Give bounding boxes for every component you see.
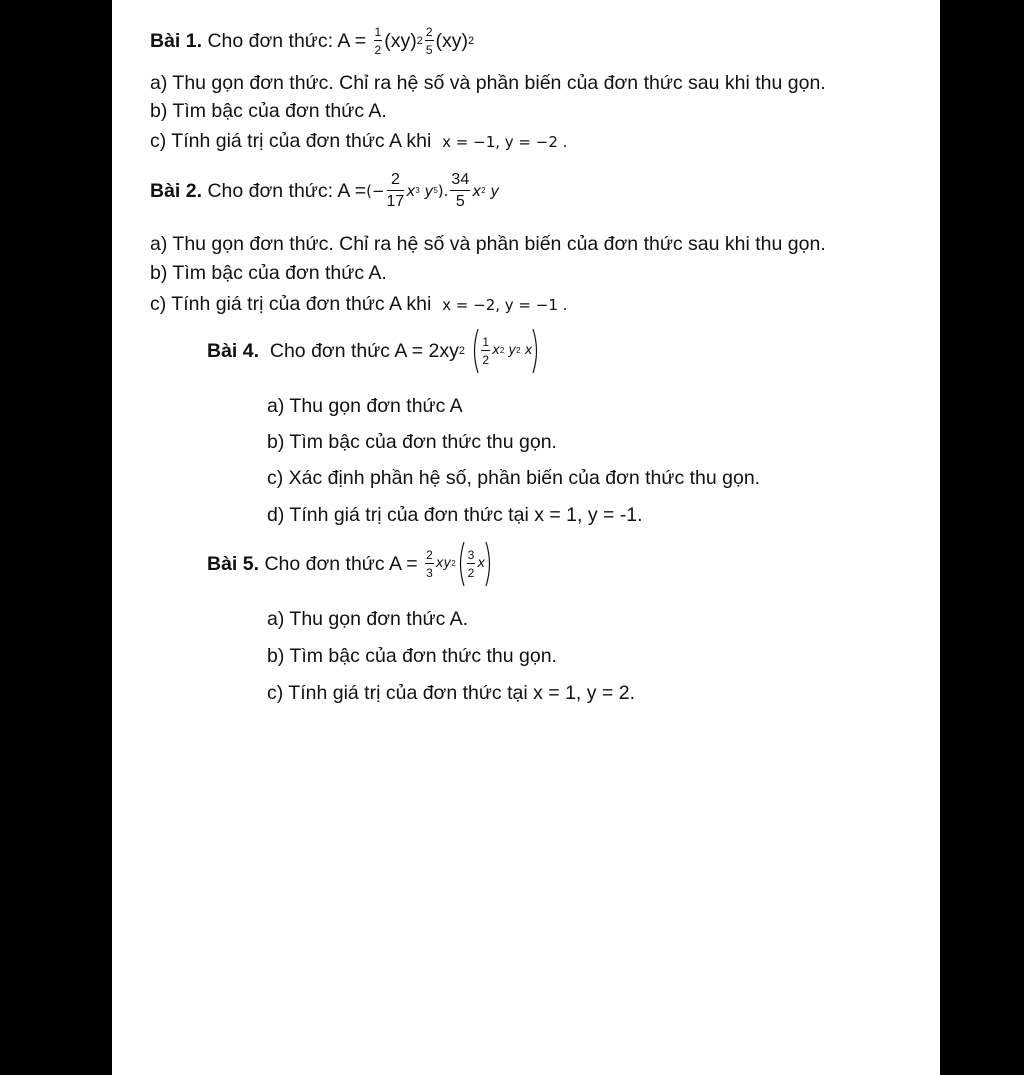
bai2-item-c: c) Tính giá trị của đơn thức A khi x = −2, y = −1 . <box>150 293 568 315</box>
bai1-item-c: c) Tính giá trị của đơn thức A khi x = −1, y = −2 . <box>150 130 568 152</box>
document-page <box>112 0 940 1075</box>
bai1-fraction-2: $\frac{2}{5}$ <box>425 25 433 57</box>
bai5-item-a: a) Thu gọn đơn thức A. <box>267 608 469 630</box>
bai1-xy-1: (xy) <box>384 30 417 52</box>
bai2-open: (− <box>366 182 385 200</box>
left-paren-icon <box>470 328 479 374</box>
bai5-heading: Bài 5. Cho đơn thức A = $\frac{2}{3}$ xy 2 $\frac{3}{2}$ x <box>207 541 494 587</box>
bai4-item-a: a) Thu gọn đơn thức A <box>267 395 463 417</box>
bai2-item-a: a) Thu gọn đơn thức. Chỉ ra hệ số và phần biến của đơn thức sau khi thu gọn. <box>150 233 826 255</box>
bai1-item-a: a) Thu gọn đơn thức. Chỉ ra hệ số và phần biến của đơn thức sau khi thu gọn. <box>150 72 826 94</box>
bai4-heading: Bài 4. Cho đơn thức A = 2xy 2 $\frac{1}{2}$ x 2 y 2 x <box>207 328 541 374</box>
bai1-heading: Bài 1. Cho đơn thức: A = $\frac{1}{2}$ (xy) 2 $\frac{2}{5}$ (xy) 2 <box>150 25 475 57</box>
bai5-fraction-2: $\frac{3}{2}$ <box>467 548 475 580</box>
right-paren-icon <box>485 541 494 587</box>
bai2-condition: x = −2, y = −1 . <box>442 296 568 314</box>
bai4-label: Bài 4. <box>207 340 260 362</box>
bai4-item-d: d) Tính giá trị của đơn thức tại x = 1, y = -1. <box>267 504 643 526</box>
bai4-intro: Cho đơn thức A = 2xy <box>269 340 459 362</box>
bai1-xy-2: (xy) <box>435 30 469 52</box>
right-paren-icon <box>532 328 541 374</box>
bai4-fraction: $\frac{1}{2}$ <box>482 335 490 367</box>
bai2-item-b: b) Tìm bậc của đơn thức A. <box>150 262 387 284</box>
bai5-fraction-1: $\frac{2}{3}$ <box>426 548 433 580</box>
bai2-heading: Bài 2. Cho đơn thức: A = (− $\frac{2}{17}$ x 3 y 5 ). $\frac{34}{5}$ x 2 y <box>150 171 500 210</box>
bai5-intro: Cho đơn thức A = <box>264 553 418 575</box>
left-paren-icon <box>456 541 465 587</box>
bai5-label: Bài 5. <box>207 553 260 575</box>
bai1-condition: x = −1, y = −2 . <box>442 133 568 151</box>
bai2-fraction-2: $\frac{34}{5}$ <box>451 171 470 210</box>
bai1-item-b: b) Tìm bậc của đơn thức A. <box>150 100 387 122</box>
bai1-label: Bài 1. <box>150 30 203 52</box>
bai5-item-b: b) Tìm bậc của đơn thức thu gọn. <box>267 645 557 667</box>
bai1-fraction-1: $\frac{1}{2}$ <box>374 25 382 57</box>
bai1-intro: Cho đơn thức: A = <box>207 30 367 52</box>
bai4-item-c: c) Xác định phần hệ số, phần biến của đơn thức thu gọn. <box>267 467 761 489</box>
bai2-fraction-1: $\frac{2}{17}$ <box>386 171 405 210</box>
bai4-item-b: b) Tìm bậc của đơn thức thu gọn. <box>267 431 557 453</box>
bai2-intro: Cho đơn thức: A = <box>207 180 367 202</box>
bai2-label: Bài 2. <box>150 180 203 202</box>
bai2-close: ). <box>437 182 449 200</box>
bai5-item-c: c) Tính giá trị của đơn thức tại x = 1, y = 2. <box>267 682 635 704</box>
